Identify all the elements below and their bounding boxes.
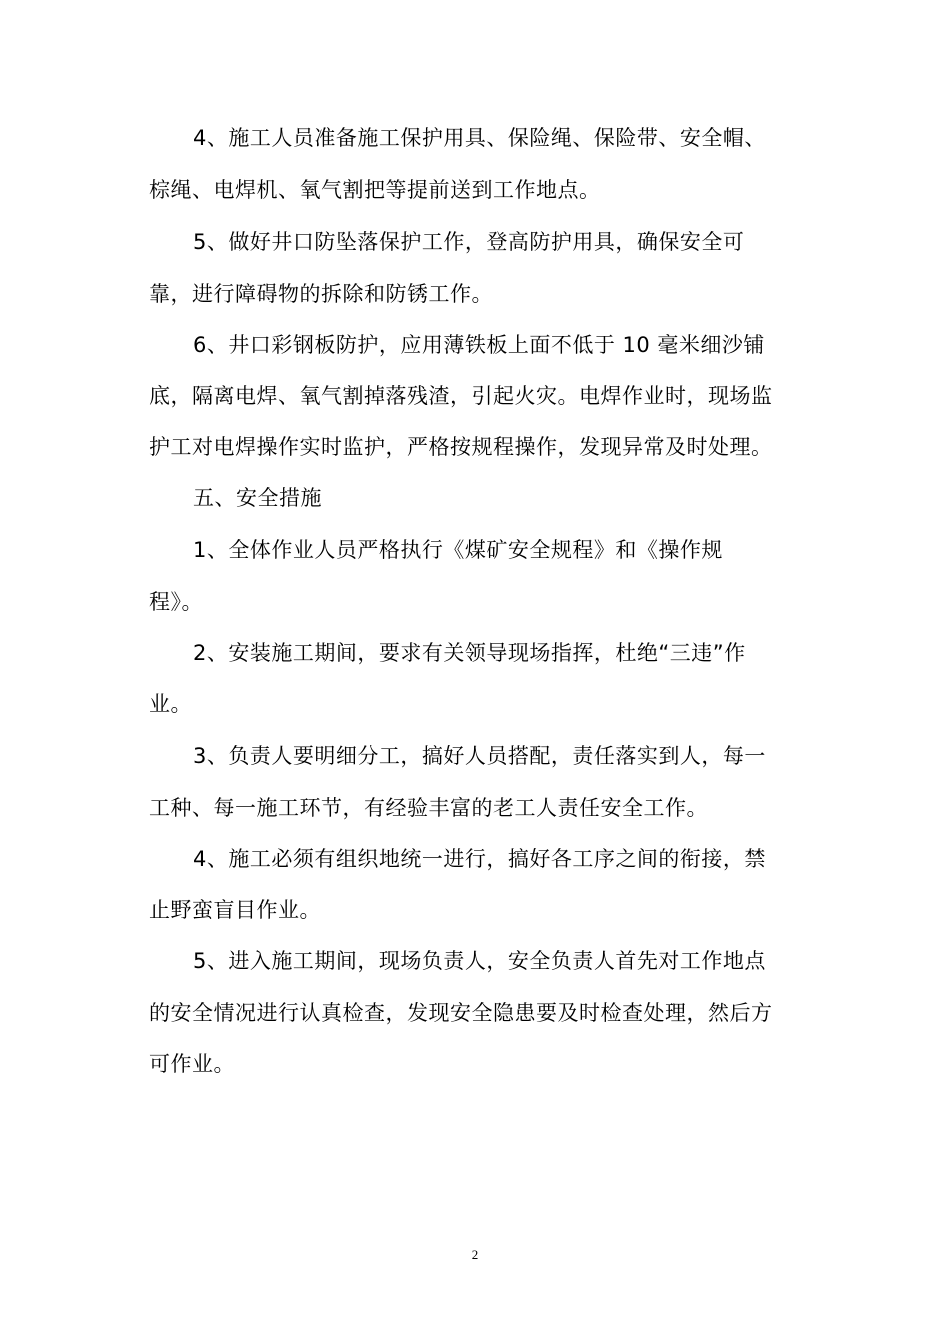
text-line-15: 4、施工必须有组织地统一进行，搞好各工序之间的衔接，禁 — [193, 847, 766, 871]
text-line-9: 1、全体作业人员严格执行《煤矿安全规程》和《操作规 — [193, 538, 723, 562]
section-heading: 五、安全措施 — [193, 486, 322, 510]
text-line-4: 靠，进行障碍物的拆除和防锈工作。 — [149, 282, 493, 306]
text-line-6: 底，隔离电焊、氧气割掉落残渣，引起火灾。电焊作业时，现场监 — [149, 384, 773, 408]
text-line-3: 5、做好井口防坠落保护工作，登高防护用具，确保安全可 — [193, 230, 745, 254]
text-line-11: 2、安装施工期间，要求有关领导现场指挥，杜绝“三违”作 — [193, 641, 746, 665]
text-line-14: 工种、每一施工环节，有经验丰富的老工人责任安全工作。 — [149, 796, 708, 820]
text-line-5: 6、井口彩钢板防护，应用薄铁板上面不低于 10 毫米细沙铺 — [193, 333, 765, 357]
text-line-2: 棕绳、电焊机、氧气割把等提前送到工作地点。 — [149, 178, 601, 202]
text-line-18: 的安全情况进行认真检查，发现安全隐患要及时检查处理，然后方 — [149, 1001, 773, 1025]
text-line-7: 护工对电焊操作实时监护，严格按规程操作，发现异常及时处理。 — [149, 435, 773, 459]
text-line-10: 程》。 — [149, 590, 203, 614]
text-line-17: 5、进入施工期间，现场负责人，安全负责人首先对工作地点 — [193, 949, 766, 973]
text-line-1: 4、施工人员准备施工保护用具、保险绳、保险带、安全帽、 — [193, 126, 766, 150]
text-line-19: 可作业。 — [149, 1052, 235, 1076]
page-number: 2 — [471, 1247, 479, 1262]
text-line-12: 业。 — [149, 692, 192, 716]
text-line-13: 3、负责人要明细分工，搞好人员搭配，责任落实到人，每一 — [193, 744, 766, 768]
text-line-16: 止野蛮盲目作业。 — [149, 898, 321, 922]
